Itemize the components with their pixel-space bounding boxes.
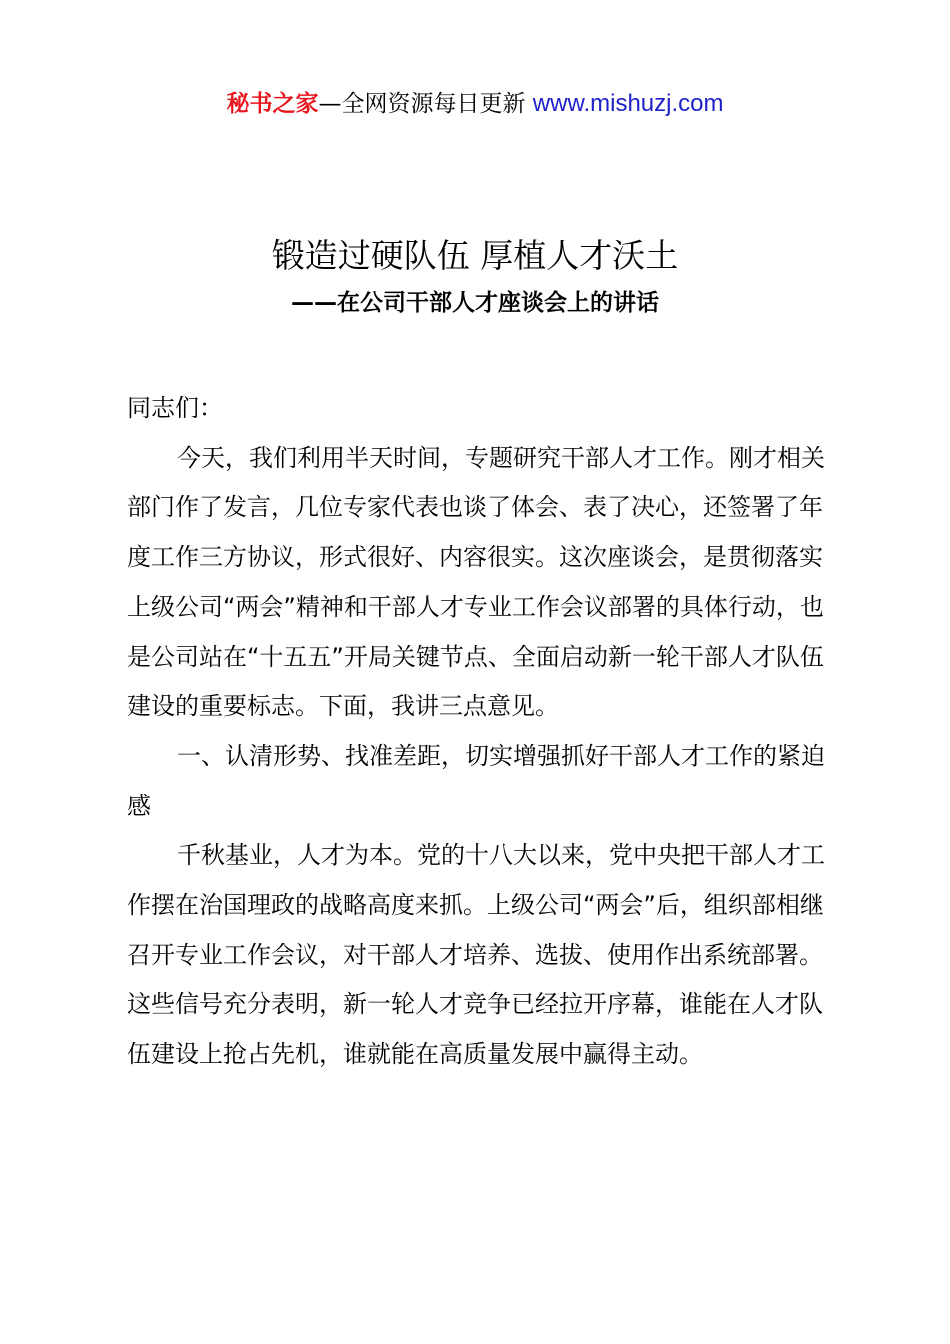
site-brand: 秘书之家 — [226, 91, 319, 117]
salutation: 同志们： — [127, 394, 223, 422]
section-heading-1: 一、认清形势、找准差距，切实增强抓好干部人才工作的紧迫感 — [127, 741, 825, 820]
site-tagline: —全网资源每日更新 — [318, 91, 533, 117]
document-body — [127, 384, 835, 1080]
site-url: www.mishuzj.com — [532, 90, 724, 117]
document-title: 锻造过硬队伍 厚植人才沃土 — [271, 236, 679, 275]
site-banner — [0, 86, 950, 122]
paragraph-section-1: 千秋基业，人才为本。党的十八大以来，党中央把干部人才工作摆在治国理政的战略高度来抓。上级公司“两会”后，组织部相继召开专业工作会议，对干部人才培养、选拔、使用作出系统部署。这些信号充分表明，新一轮人才竞争已经拉开序幕，谁能在人才队伍建设上抢占先机，谁就能在高质量发展中赢得主动。 — [127, 841, 825, 1069]
document-subtitle: ——在公司干部人才座谈会上的讲话 — [291, 290, 659, 316]
paragraph-intro: 今天，我们利用半天时间，专题研究干部人才工作。刚才相关部门作了发言，几位专家代表也谈了体会、表了决心，还签署了年度工作三方协议，形式很好、内容很实。这次座谈会，是贯彻落实上级公司“两会”精神和干部人才专业工作会议部署的具体行动，也是公司站在“十五五”开局关键节点、全面启动新一轮干部人才队伍建设的重要标志。下面，我讲三点意见。 — [127, 443, 825, 721]
